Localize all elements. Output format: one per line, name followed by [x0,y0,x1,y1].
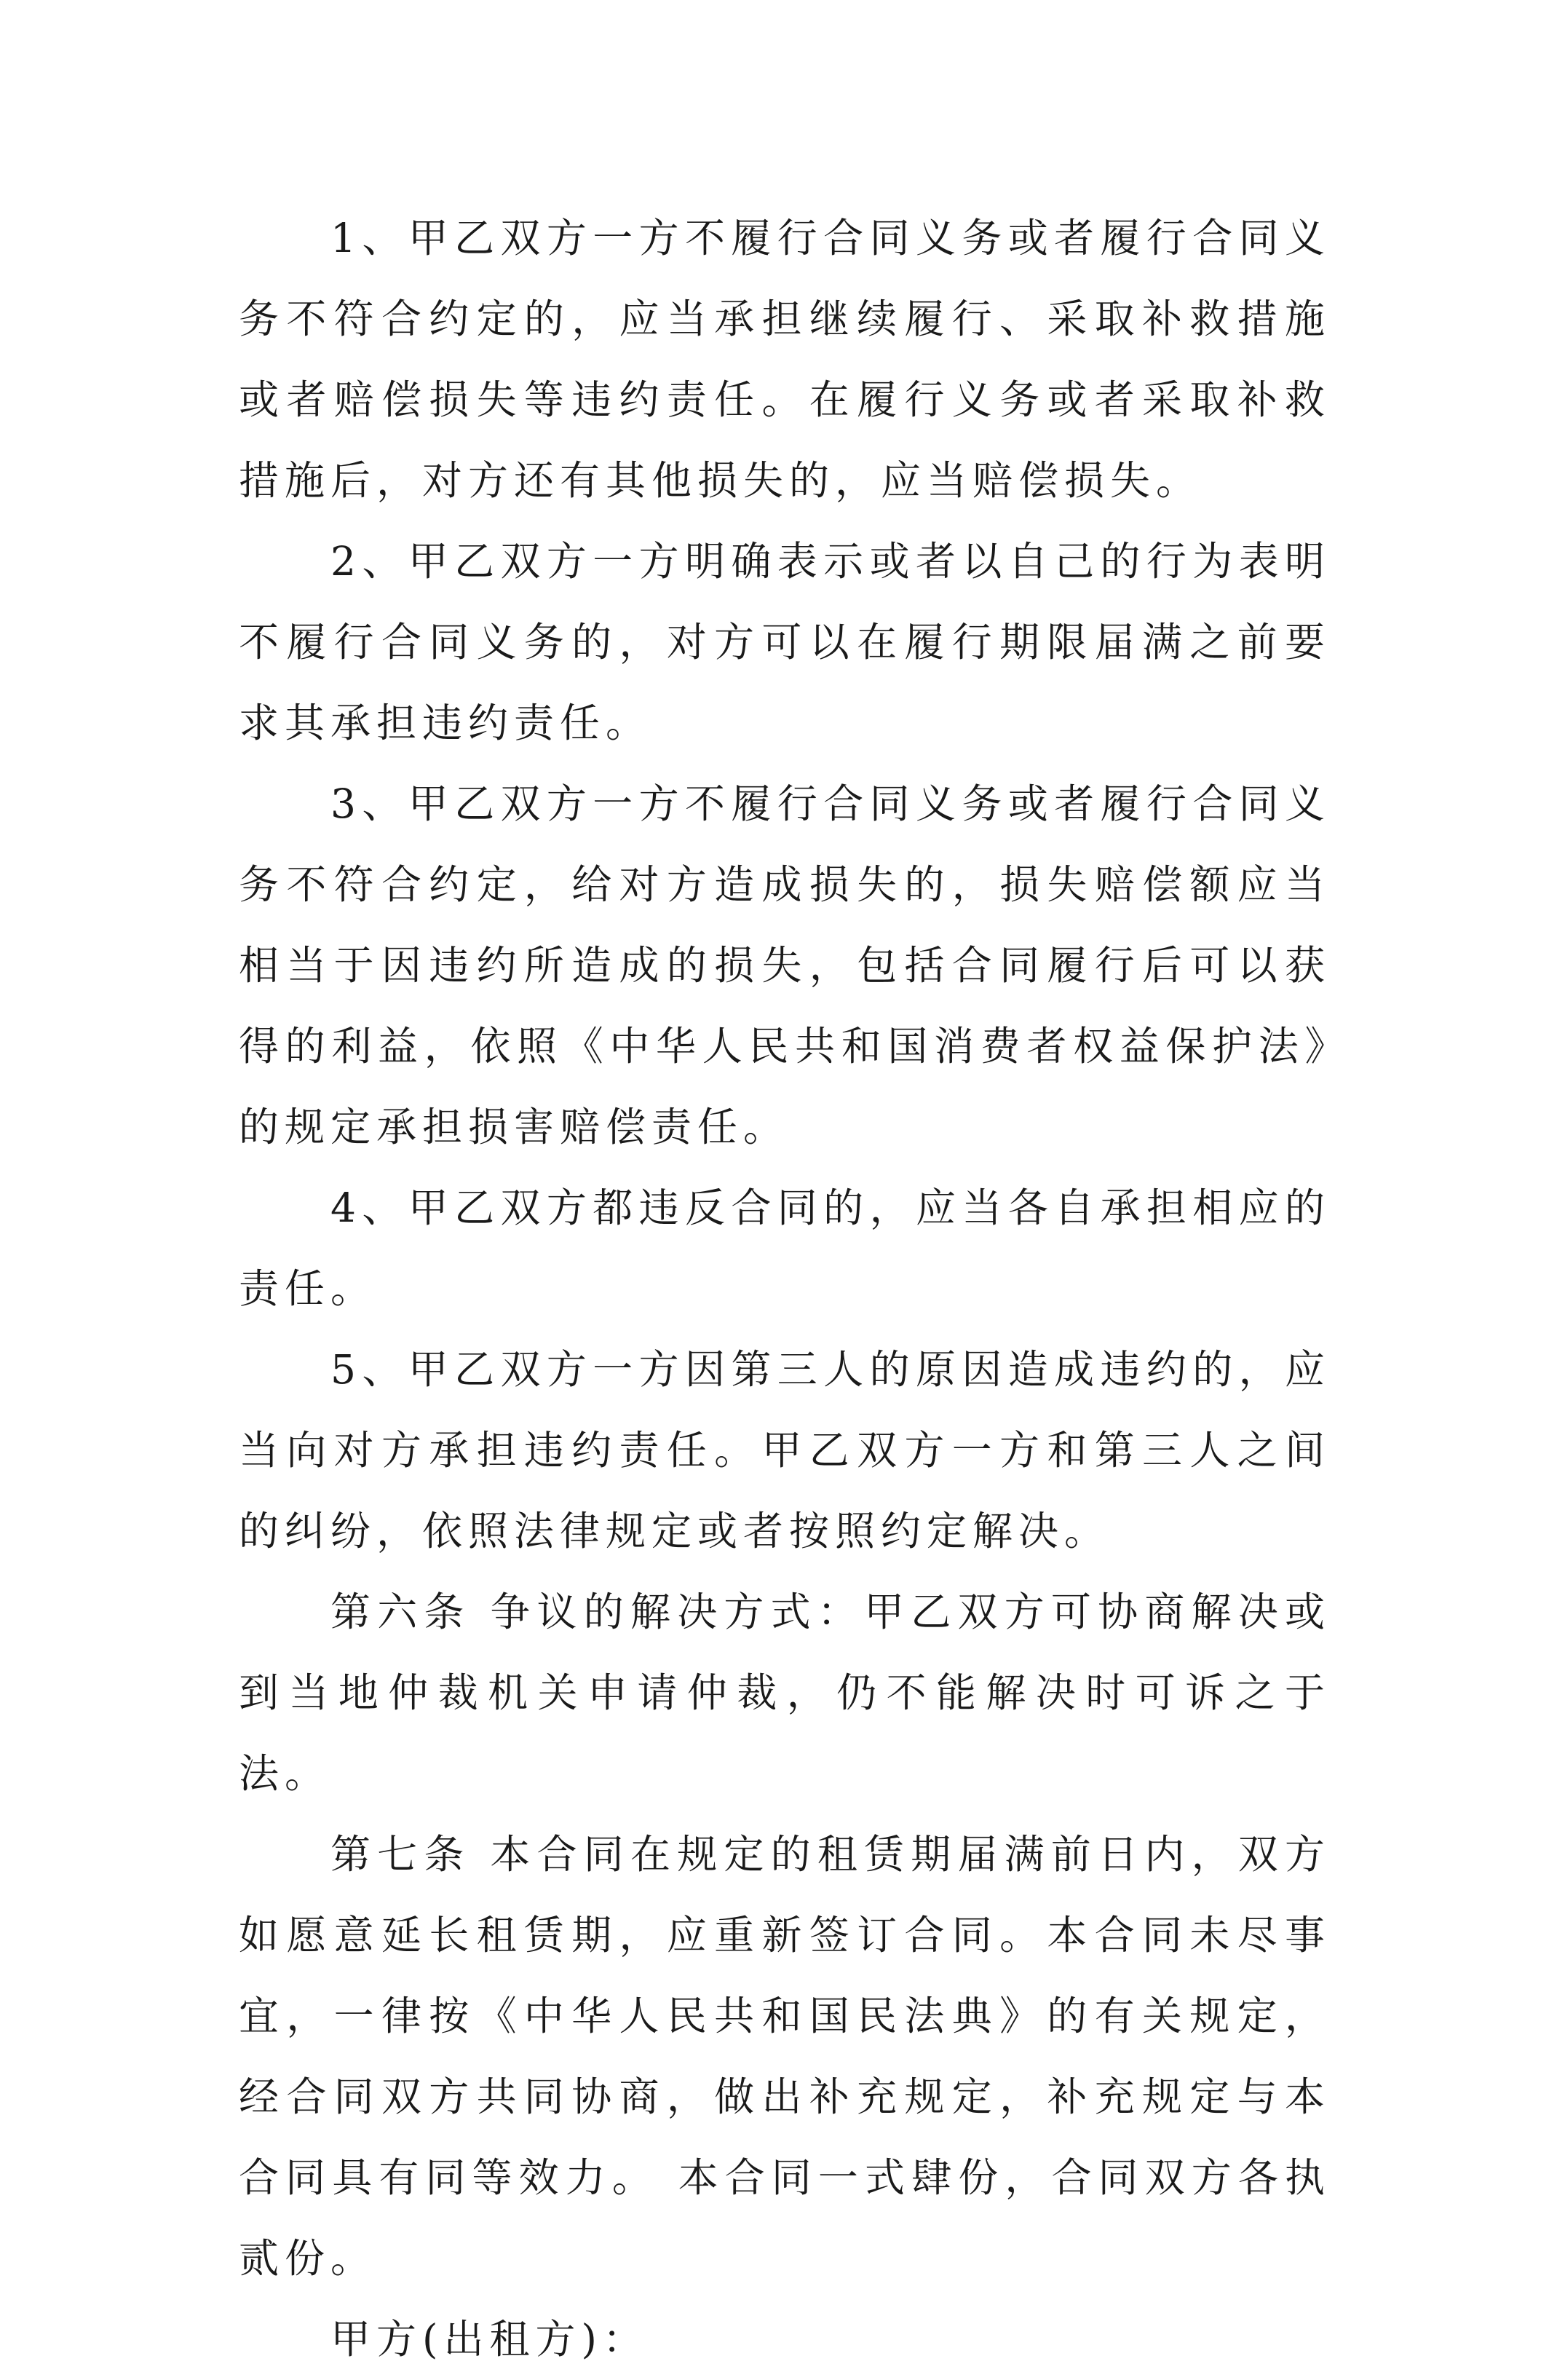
clause-4-paragraph: 4、甲乙双方都违反合同的，应当各自承担相应的责任。 [239,1185,1331,1312]
clause-5-paragraph: 5、甲乙双方一方因第三人的原因造成违约的，应当向对方承担违约责任。甲乙双方一方和第三人之间的纠纷，依照法律规定或者按照约定解决。 [239,1346,1331,1554]
article-6-paragraph: 第六条 争议的解决方式：甲乙双方可协商解决或到当地仲裁机关申请仲裁，仍不能解决时可诉之于法。 [239,1589,1331,1797]
clause-3-paragraph: 3、甲乙双方一方不履行合同义务或者履行合同义务不符合约定，给对方造成损失的，损失赔偿额应当相当于因违约所造成的损失，包括合同履行后可以获得的利益，依照《中华人民共和国消费者权益保护法》的规定承担损害赔偿责任。 [239,780,1331,1150]
clause-1-paragraph: 1、甲乙双方一方不履行合同义务或者履行合同义务不符合约定的，应当承担继续履行、采取补救措施或者赔偿损失等违约责任。在履行义务或者采取补救措施后，对方还有其他损失的，应当赔偿损失。 [239,215,1331,504]
document-body [239,198,1331,2380]
party-a-signature-line: 甲方(出租方)： [330,2316,649,2363]
clause-2-paragraph: 2、甲乙双方一方明确表示或者以自己的行为表明不履行合同义务的，对方可以在履行期限届满之前要求其承担违约责任。 [239,538,1331,746]
article-7-paragraph: 第七条 本合同在规定的租赁期届满前日内，双方如愿意延长租赁期，应重新签订合同。本合同未尽事宜，一律按《中华人民共和国民法典》的有关规定，经合同双方共同协商，做出补充规定，补充规定与本合同具有同等效力。 本合同一式肆份，合同双方各执贰份。 [239,1831,1331,2282]
